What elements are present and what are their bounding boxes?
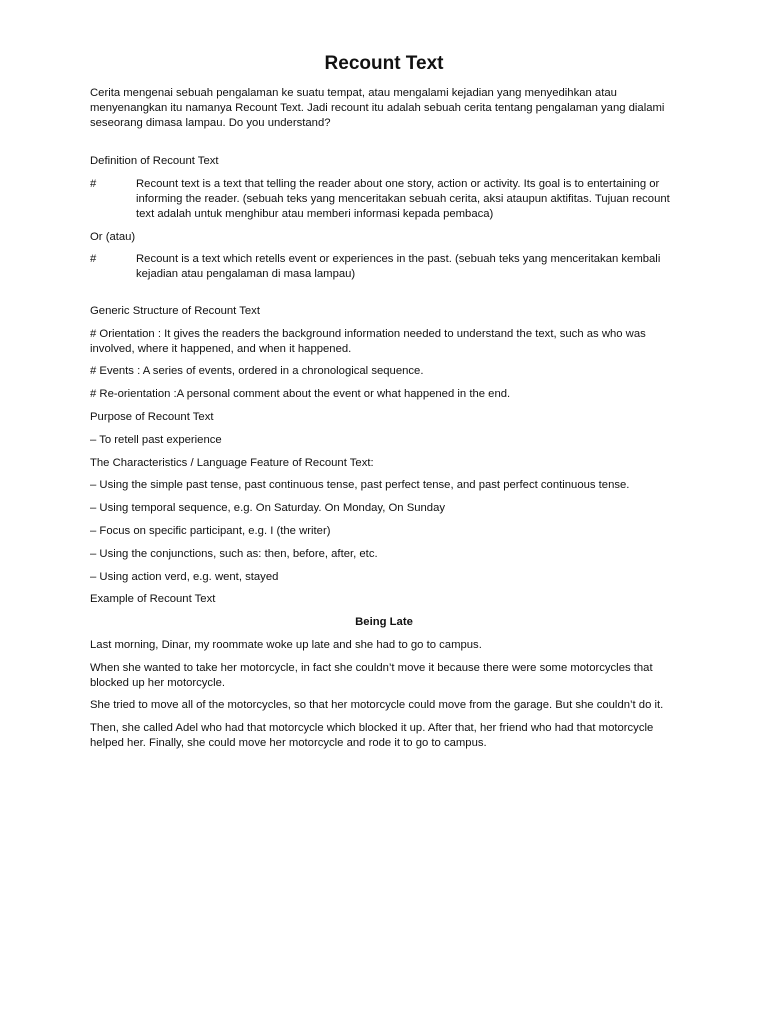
hash-mark: # <box>90 253 97 266</box>
feature-item: – Using the conjunctions, such as: then, before, after, etc. <box>90 547 378 560</box>
definition-text: Recount is a text which retells event or experiences in the past. (sebuah teks yang menceritakan kembali kejadian atau pengalaman di masa lampau) <box>136 253 661 281</box>
story-paragraph: She tried to move all of the motorcycles, so that her motorcycle could move from the garage. But she couldn’t do it. <box>90 699 664 712</box>
story-paragraph: When she wanted to take her motorcycle, in fact she couldn’t move it because there were some motorcycles that blocked up her motorcycle. <box>90 661 653 689</box>
document-page <box>90 52 678 759</box>
purpose-heading: Purpose of Recount Text <box>90 410 214 423</box>
story-paragraph: Last morning, Dinar, my roommate woke up late and she had to go to campus. <box>90 638 482 651</box>
or-label: Or (atau) <box>90 230 136 243</box>
features-heading: The Characteristics / Language Feature of Recount Text: <box>90 456 374 469</box>
definition-item <box>90 177 678 221</box>
structure-events: # Events : A series of events, ordered in a chronological sequence. <box>90 365 424 378</box>
page-title: Recount Text <box>324 53 444 74</box>
intro-paragraph: Cerita mengenai sebuah pengalaman ke suatu tempat, atau mengalami kejadian yang menyedihkan atau menyenangkan itu namanya Recount Text. Jadi recount itu adalah sebuah cerita tentang pengalaman yang dialami seseorang dimasa lampau. Do you understand? <box>90 87 665 129</box>
story-title: Being Late <box>355 616 413 629</box>
definition-text: Recount text is a text that telling the reader about one story, action or activity. Its goal is to entertaining or informing the reader. (sebuah teks yang menceritakan sebuah cerita, aksi ataupun aktifitas. Tujuan recount text adalah untuk menghibur atau memberi informasi kepada pembaca) <box>136 178 670 220</box>
structure-heading: Generic Structure of Recount Text <box>90 304 260 317</box>
purpose-item: – To retell past experience <box>90 433 222 446</box>
definition-item <box>90 252 678 282</box>
definition-heading: Definition of Recount Text <box>90 155 219 168</box>
structure-reorientation: # Re-orientation :A personal comment about the event or what happened in the end. <box>90 388 511 401</box>
feature-item: – Using action verd, e.g. went, stayed <box>90 570 279 583</box>
feature-item: – Using temporal sequence, e.g. On Saturday. On Monday, On Sunday <box>90 502 446 515</box>
hash-mark: # <box>90 178 97 191</box>
feature-item: – Focus on specific participant, e.g. I (the writer) <box>90 524 331 537</box>
feature-item: – Using the simple past tense, past continuous tense, past perfect tense, and past perfect continuous tense. <box>90 479 630 492</box>
structure-orientation: # Orientation : It gives the readers the background information needed to understand the text, such as who was involved, where it happened, and when it happened. <box>90 327 646 355</box>
story-paragraph: Then, she called Adel who had that motorcycle which blocked it up. After that, her friend who had that motorcycle helped her. Finally, she could move her motorcycle and rode it to go to campus. <box>90 722 654 749</box>
example-heading: Example of Recount Text <box>90 593 216 606</box>
